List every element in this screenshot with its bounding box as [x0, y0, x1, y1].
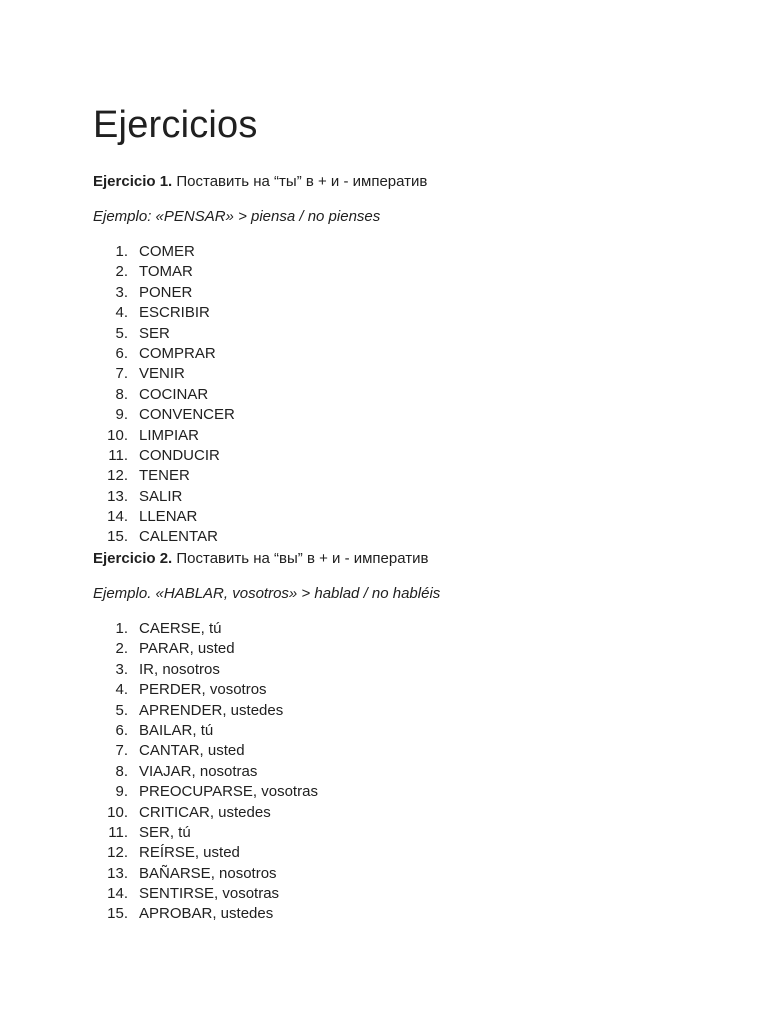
list-item	[0, 803, 768, 823]
list-item	[0, 426, 768, 446]
list-item-text: VENIR	[139, 365, 185, 383]
list-item-text: PARAR, usted	[139, 640, 235, 658]
list-item	[0, 324, 768, 344]
list-item-number: 8.	[115, 762, 128, 780]
exercise-2-example: Ejemplo. «HABLAR, vosotros» > hablad / no habléis	[93, 585, 441, 602]
list-item-number: 11.	[108, 823, 128, 841]
list-item-number: 14.	[107, 508, 128, 526]
exercise-1-heading	[93, 172, 427, 192]
list-item-number: 11.	[108, 446, 128, 464]
exercise-2-instruction: Поставить на “вы” в + и - императив	[172, 550, 429, 567]
list-item-number: 5.	[115, 701, 128, 719]
list-item-text: SENTIRSE, vosotras	[139, 885, 280, 903]
list-item-number: 2.	[115, 640, 128, 658]
list-item-text: PREOCUPARSE, vosotras	[139, 783, 318, 801]
list-item-text: TENER	[139, 467, 190, 485]
list-item	[0, 904, 768, 924]
list-item-number: 6.	[115, 344, 128, 362]
list-item-number: 12.	[107, 844, 128, 862]
list-item	[0, 446, 768, 466]
list-item-number: 10.	[107, 426, 128, 444]
list-item-number: 12.	[107, 467, 128, 485]
list-item-text: SALIR	[139, 487, 183, 505]
list-item-text: BAILAR, tú	[139, 721, 214, 739]
list-item-text: REÍRSE, usted	[139, 844, 240, 862]
list-item-number: 4.	[115, 304, 128, 322]
list-item-text: CAERSE, tú	[139, 620, 222, 637]
list-item	[0, 283, 768, 303]
list-item-text: TOMAR	[139, 263, 193, 281]
list-item	[0, 303, 768, 323]
list-item-number: 15.	[107, 528, 128, 546]
list-item-text: LIMPIAR	[139, 426, 200, 444]
list-item	[0, 364, 768, 384]
list-item-number: 5.	[115, 324, 128, 342]
list-item	[0, 639, 768, 659]
list-item-number: 1.	[115, 620, 128, 637]
list-item-number: 7.	[115, 742, 128, 760]
list-item	[0, 864, 768, 884]
list-item-number: 3.	[115, 660, 128, 678]
list-item-text: BAÑARSE, nosotros	[139, 864, 277, 882]
list-item-text: COMPRAR	[139, 344, 216, 362]
list-item-text: CONDUCIR	[139, 446, 220, 464]
list-item-text: SER	[139, 324, 170, 342]
list-item-number: 9.	[115, 406, 128, 424]
exercise-1-instruction: Поставить на “ты” в + и - императив	[172, 173, 428, 190]
list-item-text: VIAJAR, nosotras	[139, 762, 258, 780]
list-item	[0, 782, 768, 802]
list-item-number: 1.	[115, 243, 128, 260]
list-item-number: 4.	[115, 681, 128, 699]
list-item-text: ESCRIBIR	[139, 304, 210, 322]
list-item-text: CALENTAR	[139, 528, 218, 546]
list-item-number: 13.	[107, 864, 128, 882]
list-item	[0, 385, 768, 405]
list-item	[0, 762, 768, 782]
list-item-text: COMER	[139, 243, 195, 260]
list-item-text: APRENDER, ustedes	[139, 701, 284, 719]
list-item	[0, 344, 768, 364]
exercise-1-example: Ejemplo: «PENSAR» > piensa / no pienses	[93, 208, 381, 225]
list-item	[0, 487, 768, 507]
list-item-number: 2.	[115, 263, 128, 281]
exercise-2-heading	[93, 549, 428, 569]
list-item-number: 14.	[107, 885, 128, 903]
exercise-1-label: Ejercicio 1.	[93, 173, 173, 190]
list-item	[0, 721, 768, 741]
list-item	[0, 701, 768, 721]
exercise-2-list	[0, 619, 768, 925]
list-item	[0, 405, 768, 425]
list-item-number: 6.	[115, 721, 128, 739]
list-item	[0, 466, 768, 486]
list-item-text: PONER	[139, 283, 193, 301]
list-item	[0, 507, 768, 527]
list-item	[0, 680, 768, 700]
exercise-2-label: Ejercicio 2.	[93, 550, 173, 567]
list-item	[0, 884, 768, 904]
list-item-text: APROBAR, ustedes	[139, 905, 274, 923]
list-item	[0, 527, 768, 547]
list-item	[0, 262, 768, 282]
list-item-number: 3.	[115, 283, 128, 301]
list-item	[0, 741, 768, 761]
list-item	[0, 843, 768, 863]
list-item-text: CANTAR, usted	[139, 742, 245, 760]
list-item-text: PERDER, vosotros	[139, 681, 267, 699]
list-item-number: 9.	[115, 783, 128, 801]
list-item	[0, 823, 768, 843]
list-item-text: IR, nosotros	[139, 660, 220, 678]
list-item	[0, 660, 768, 680]
list-item-number: 7.	[115, 365, 128, 383]
list-item	[0, 242, 768, 262]
list-item-text: CRITICAR, ustedes	[139, 803, 271, 821]
list-item-text: LLENAR	[139, 508, 198, 526]
list-item-number: 15.	[107, 905, 128, 923]
list-item-number: 13.	[107, 487, 128, 505]
page-title: Ejercicios	[93, 104, 258, 146]
list-item	[0, 619, 768, 639]
exercise-1-list	[0, 242, 768, 548]
list-item-text: COCINAR	[139, 385, 209, 403]
list-item-number: 8.	[115, 385, 128, 403]
list-item-text: SER, tú	[139, 823, 191, 841]
list-item-text: CONVENCER	[139, 406, 235, 424]
list-item-number: 10.	[107, 803, 128, 821]
